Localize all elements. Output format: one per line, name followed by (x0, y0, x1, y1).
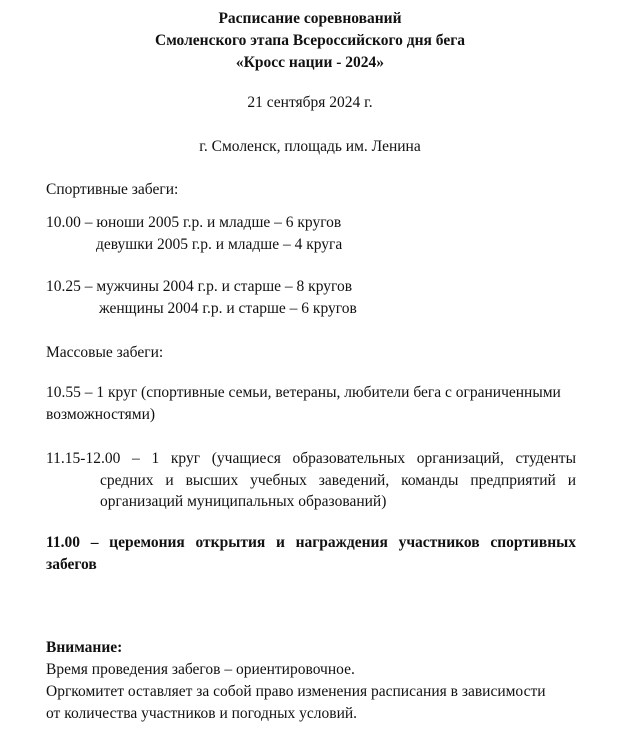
sport-race-item-1-line-2: девушки 2005 г.р. и младше – 4 круга (96, 236, 343, 253)
mass-race-item-1-line-2: возможностями) (46, 406, 156, 423)
notice-heading: Внимание: (46, 639, 123, 656)
sport-race-item-2-line-1: 10.25 – мужчины 2004 г.р. и старше – 8 кругов (46, 278, 353, 295)
event-location: г. Смоленск, площадь им. Ленина (199, 138, 421, 155)
ceremony-line-1: 11.00 – церемония открытия и награждения участников спортивных (46, 534, 576, 551)
document-title-line-3: «Кросс нации - 2024» (235, 54, 385, 71)
mass-race-item-2-line-1: 11.15-12.00 – 1 круг (учащиеся образовательных организаций, студенты (46, 450, 576, 467)
notice-line-3: от количества участников и погодных условий. (46, 705, 358, 722)
notice-line-1: Время проведения забегов – ориентировочное. (46, 661, 355, 678)
event-date: 21 сентября 2024 г. (247, 94, 373, 111)
notice-line-2: Оргкомитет оставляет за собой право изменения расписания в зависимости (46, 683, 546, 700)
mass-race-item-1-line-1: 10.55 – 1 круг (спортивные семьи, ветераны, любители бега с ограниченными (46, 384, 561, 401)
mass-race-item-2-line-2: средних и высших учебных заведений, команды предприятий и (100, 472, 576, 489)
sport-race-item-1-line-1: 10.00 – юноши 2005 г.р. и младше – 6 кругов (46, 214, 342, 231)
sport-race-item-2-line-2: женщины 2004 г.р. и старше – 6 кругов (99, 300, 357, 317)
ceremony-line-2: забегов (46, 556, 97, 573)
mass-races-heading: Массовые забеги: (46, 344, 164, 361)
document-title-line-1: Расписание соревнований (218, 10, 402, 27)
sport-races-heading: Спортивные забеги: (46, 181, 179, 198)
mass-race-item-2-line-3: организаций муниципальных образований) (100, 493, 387, 510)
document-title-line-2: Смоленского этапа Всероссийского дня бега (155, 32, 465, 49)
